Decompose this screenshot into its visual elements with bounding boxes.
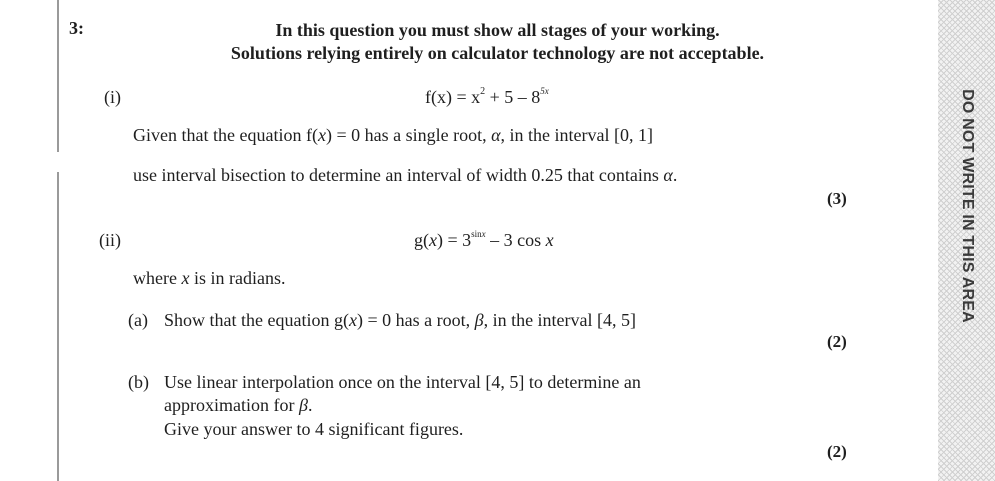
part-ii-function: $g(x) = 3^{sinx} - 3$ cos x [414, 229, 554, 250]
part-ii-where-text: where x is in radians. [133, 268, 286, 288]
part-ii-a-text: Show that the equation g(x) = 0 has a root, β, in the interval [4, 5] [164, 310, 637, 330]
part-ii-b-line-3: Give your answer to 4 significant figures. [164, 419, 464, 439]
part-i-marks: (3) [827, 189, 847, 208]
left-margin-rule-bottom [57, 172, 59, 481]
part-ii-a-label: (a) [128, 310, 148, 330]
instruction-line-2: Solutions relying entirely on calculator technology are not acceptable. [230, 43, 765, 63]
part-ii-b-marks: (2) [827, 442, 847, 461]
margin-warning-text: DO NOT WRITE IN THIS AREA [959, 89, 976, 323]
part-ii-label: (ii) [99, 230, 121, 250]
question-number: 3: [69, 18, 84, 38]
part-ii-b-label: (b) [128, 372, 149, 392]
part-i-text-line-1: Given that the equation f(x) = 0 has a single root, α, in the interval [0, 1] [133, 125, 653, 145]
part-i-label: (i) [104, 87, 121, 107]
instruction-line-1: In this question you must show all stages of your working. [275, 20, 720, 40]
part-ii-b-line-1: Use linear interpolation once on the interval [4, 5] to determine an [164, 372, 641, 392]
part-i-function: $f(x) = x^2 + 5 - 8^{5x}$ [425, 86, 549, 107]
part-i-text-line-2: use interval bisection to determine an interval of width 0.25 that contains α. [133, 165, 678, 185]
part-ii-a-marks: (2) [827, 332, 847, 351]
part-ii-b-line-2: approximation for β. [164, 395, 313, 415]
